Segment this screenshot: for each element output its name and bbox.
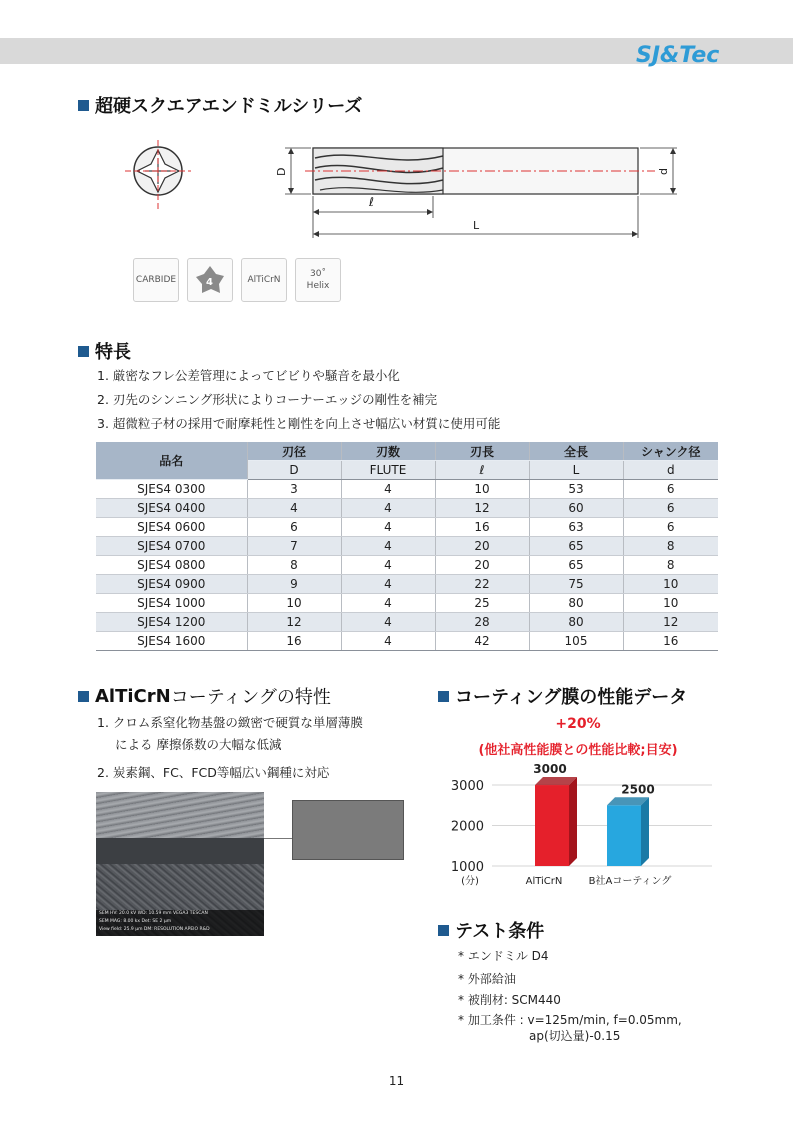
svg-text:L: L [473, 219, 480, 232]
coating-item: 1. クロム系窒化物基盤の緻密で硬質な単層薄膜 [97, 715, 363, 730]
table-row: SJES4 0900 9 4 22 75 10 [96, 575, 718, 594]
table-row: SJES4 0600 6 4 16 63 6 [96, 518, 718, 537]
brand-logo [634, 38, 744, 70]
chart-bar [607, 805, 641, 866]
test-item: * 外部給油 [458, 972, 516, 986]
table-row: SJES4 1200 12 4 28 80 12 [96, 613, 718, 632]
test-item-continuation: ap(切込量)-0.15 [529, 1029, 621, 1043]
table-row: SJES4 0400 4 4 12 60 6 [96, 499, 718, 518]
heading-square-icon [78, 346, 89, 357]
svg-text:ℓ: ℓ [369, 195, 374, 209]
heading-square-icon [438, 925, 449, 936]
feature-item: 2. 刃先のシンニング形状によりコーナーエッジの剛性を補完 [97, 392, 438, 407]
badge-flutes [187, 258, 233, 302]
chart-ytick-label: 2000 [450, 819, 484, 835]
col-header: 刃数 [341, 442, 435, 461]
performance-subtitle: (他社高性能膜との性能比較;目安) [478, 743, 678, 758]
sem-zoom-inset [292, 800, 404, 860]
coating-item: による 摩擦係数の大幅な低減 [115, 737, 282, 752]
table-row: SJES4 1000 10 4 25 80 10 [96, 594, 718, 613]
table-row: SJES4 0700 7 4 20 65 8 [96, 537, 718, 556]
col-header: シャンク径 [623, 442, 718, 461]
sem-image [96, 792, 264, 936]
heading-square-icon [78, 691, 89, 702]
spec-table [96, 442, 718, 651]
performance-highlight: +20% [555, 716, 601, 732]
badge-carbide: CARBIDE [133, 258, 179, 302]
endmill-diagram [125, 138, 685, 243]
sem-caption: SEM HV: 20.0 kV WD: 10.59 mm VEGA3 TESCAN SEM MAG: 8.00 kx Det: SE 2 μm View field: 25.9 μm DM: RESOLUTION APEIO R&D [96, 910, 264, 936]
chart-category-label: B社Aコーティング [588, 876, 672, 887]
feature-item: 1. 厳密なフレ公差管理によってビビりや騒音を最小化 [97, 368, 400, 383]
chart-ytick-label: 3000 [450, 779, 484, 795]
col-symbol: FLUTE [341, 461, 435, 480]
svg-text:d: d [657, 168, 670, 175]
badge-coating: AlTiCrN [241, 258, 287, 302]
svg-text:D: D [275, 167, 288, 176]
performance-chart [440, 762, 730, 892]
coating-item: 2. 炭素鋼、FC、FCD等幅広い鋼種に対応 [97, 765, 330, 780]
svg-text:4: 4 [206, 277, 213, 288]
table-row: SJES4 1600 16 4 42 105 16 [96, 632, 718, 651]
page-title [78, 92, 362, 118]
side-view [275, 148, 677, 238]
heading-square-icon [78, 100, 89, 111]
test-heading: テスト条件 [438, 917, 544, 943]
col-header: 全長 [529, 442, 623, 461]
badge-helix: 30˚ Helix [295, 258, 341, 302]
col-symbol: d [623, 461, 718, 480]
chart-ytick-label: 1000 [450, 860, 484, 875]
page-title-text: 超硬スクエアエンドミルシリーズ [95, 96, 363, 117]
flute-icon [193, 263, 227, 297]
chart-data-label: 3000 [533, 762, 567, 777]
col-symbol: D [247, 461, 341, 480]
performance-heading: コーティング膜の性能データ [438, 683, 687, 709]
col-symbol: ℓ [435, 461, 529, 480]
col-header: 刃径 [247, 442, 341, 461]
test-item: * エンドミル D4 [458, 949, 549, 963]
chart-category-label: AlTiCrN [525, 876, 563, 887]
chart-bar-side [569, 777, 577, 866]
chart-data-label: 2500 [621, 782, 655, 797]
test-item: * 加工条件 : v=125m/min, f=0.05mm, [458, 1013, 682, 1027]
features-heading: 特長 [78, 338, 131, 364]
coating-heading: AlTiCrN コーティングの特性 [78, 683, 331, 709]
chart-bar [535, 785, 569, 866]
table-row: SJES4 0800 8 4 20 65 8 [96, 556, 718, 575]
page-number: 11 [388, 1074, 405, 1088]
chart-ylabel: (分) [461, 876, 479, 887]
feature-item: 3. 超微粒子材の採用で耐摩耗性と剛性を向上させ幅広い材質に使用可能 [97, 416, 501, 431]
end-view-icon [125, 140, 191, 210]
zoom-connector [264, 838, 294, 839]
col-header-name: 品名 [96, 442, 247, 480]
logo-text: SJ&Tec [636, 43, 720, 68]
chart-bar-side [641, 797, 649, 866]
col-symbol: L [529, 461, 623, 480]
heading-square-icon [438, 691, 449, 702]
test-item: * 被削材: SCM440 [458, 993, 561, 1007]
col-header: 刃長 [435, 442, 529, 461]
table-row: SJES4 0300 3 4 10 53 6 [96, 480, 718, 499]
